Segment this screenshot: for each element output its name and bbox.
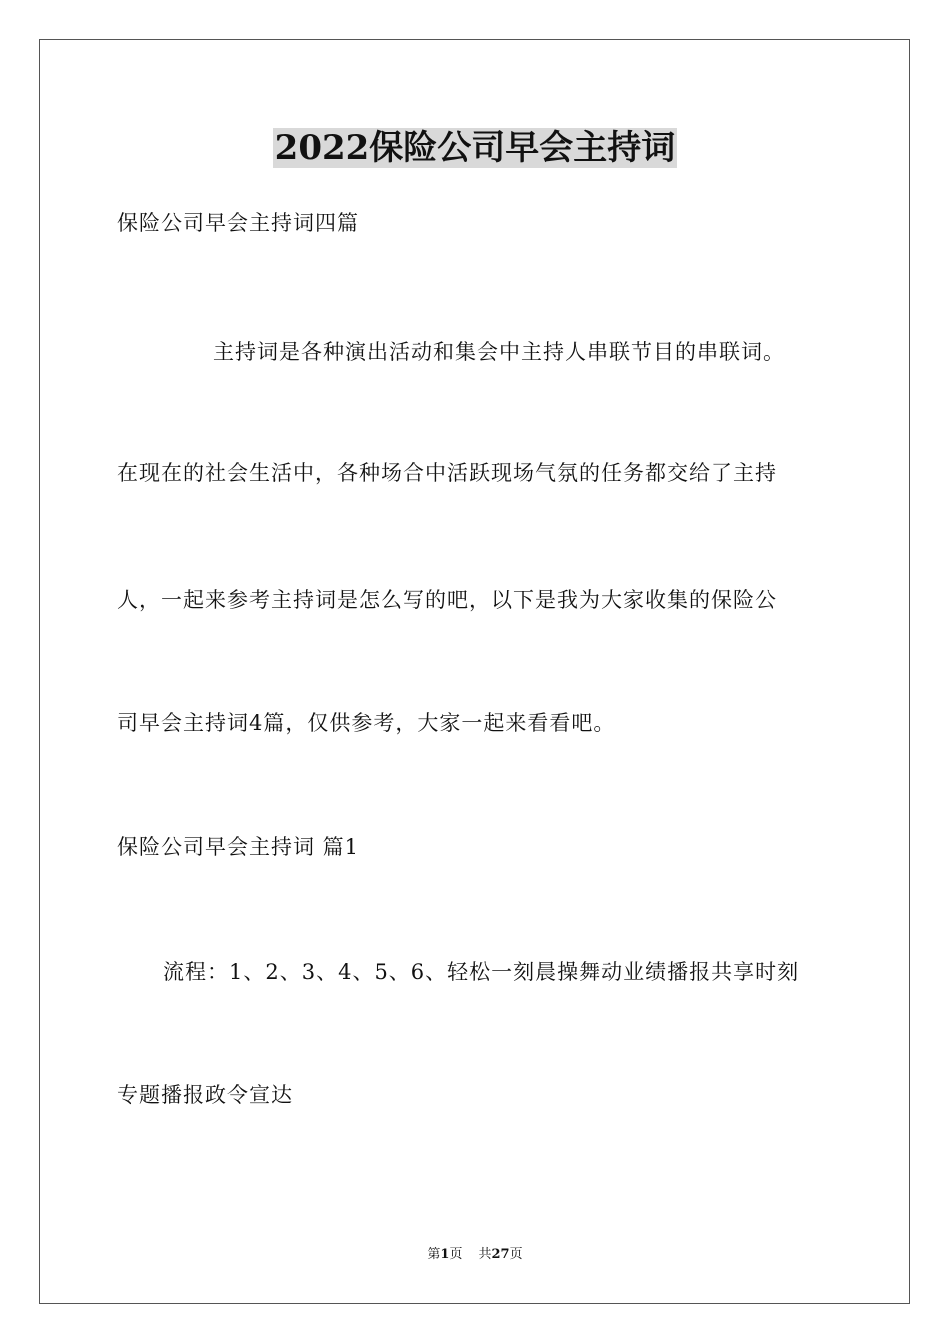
- paragraph-line: 在现在的社会生活中，各种场合中活跃现场气氛的任务都交给了主持: [117, 461, 777, 485]
- section-heading: 保险公司早会主持词 篇1: [117, 835, 360, 859]
- page-suffix: 页: [449, 1247, 463, 1262]
- paragraph-line: 司早会主持词4篇，仅供参考，大家一起来看看吧。: [117, 711, 616, 735]
- paragraph-line: 人，一起来参考主持词是怎么写的吧，以下是我为大家收集的保险公: [117, 588, 777, 612]
- document-title-text: 2022保险公司早会主持词: [274, 128, 676, 168]
- total-prefix: 共: [478, 1247, 492, 1262]
- page-number: 1: [440, 1247, 450, 1262]
- total-pages: 27: [491, 1247, 510, 1262]
- paragraph-line: 主持词是各种演出活动和集会中主持人串联节目的串联词。: [213, 340, 785, 364]
- paragraph-line: 专题播报政令宣达: [117, 1083, 293, 1107]
- subtitle-line: 保险公司早会主持词四篇: [117, 211, 359, 235]
- total-suffix: 页: [509, 1247, 523, 1262]
- page-footer: [0, 1246, 950, 1264]
- document-title: [0, 126, 950, 170]
- paragraph-line: 流程：1、2、3、4、5、6、轻松一刻晨操舞动业绩播报共享时刻: [163, 960, 800, 984]
- page-prefix: 第: [427, 1247, 441, 1262]
